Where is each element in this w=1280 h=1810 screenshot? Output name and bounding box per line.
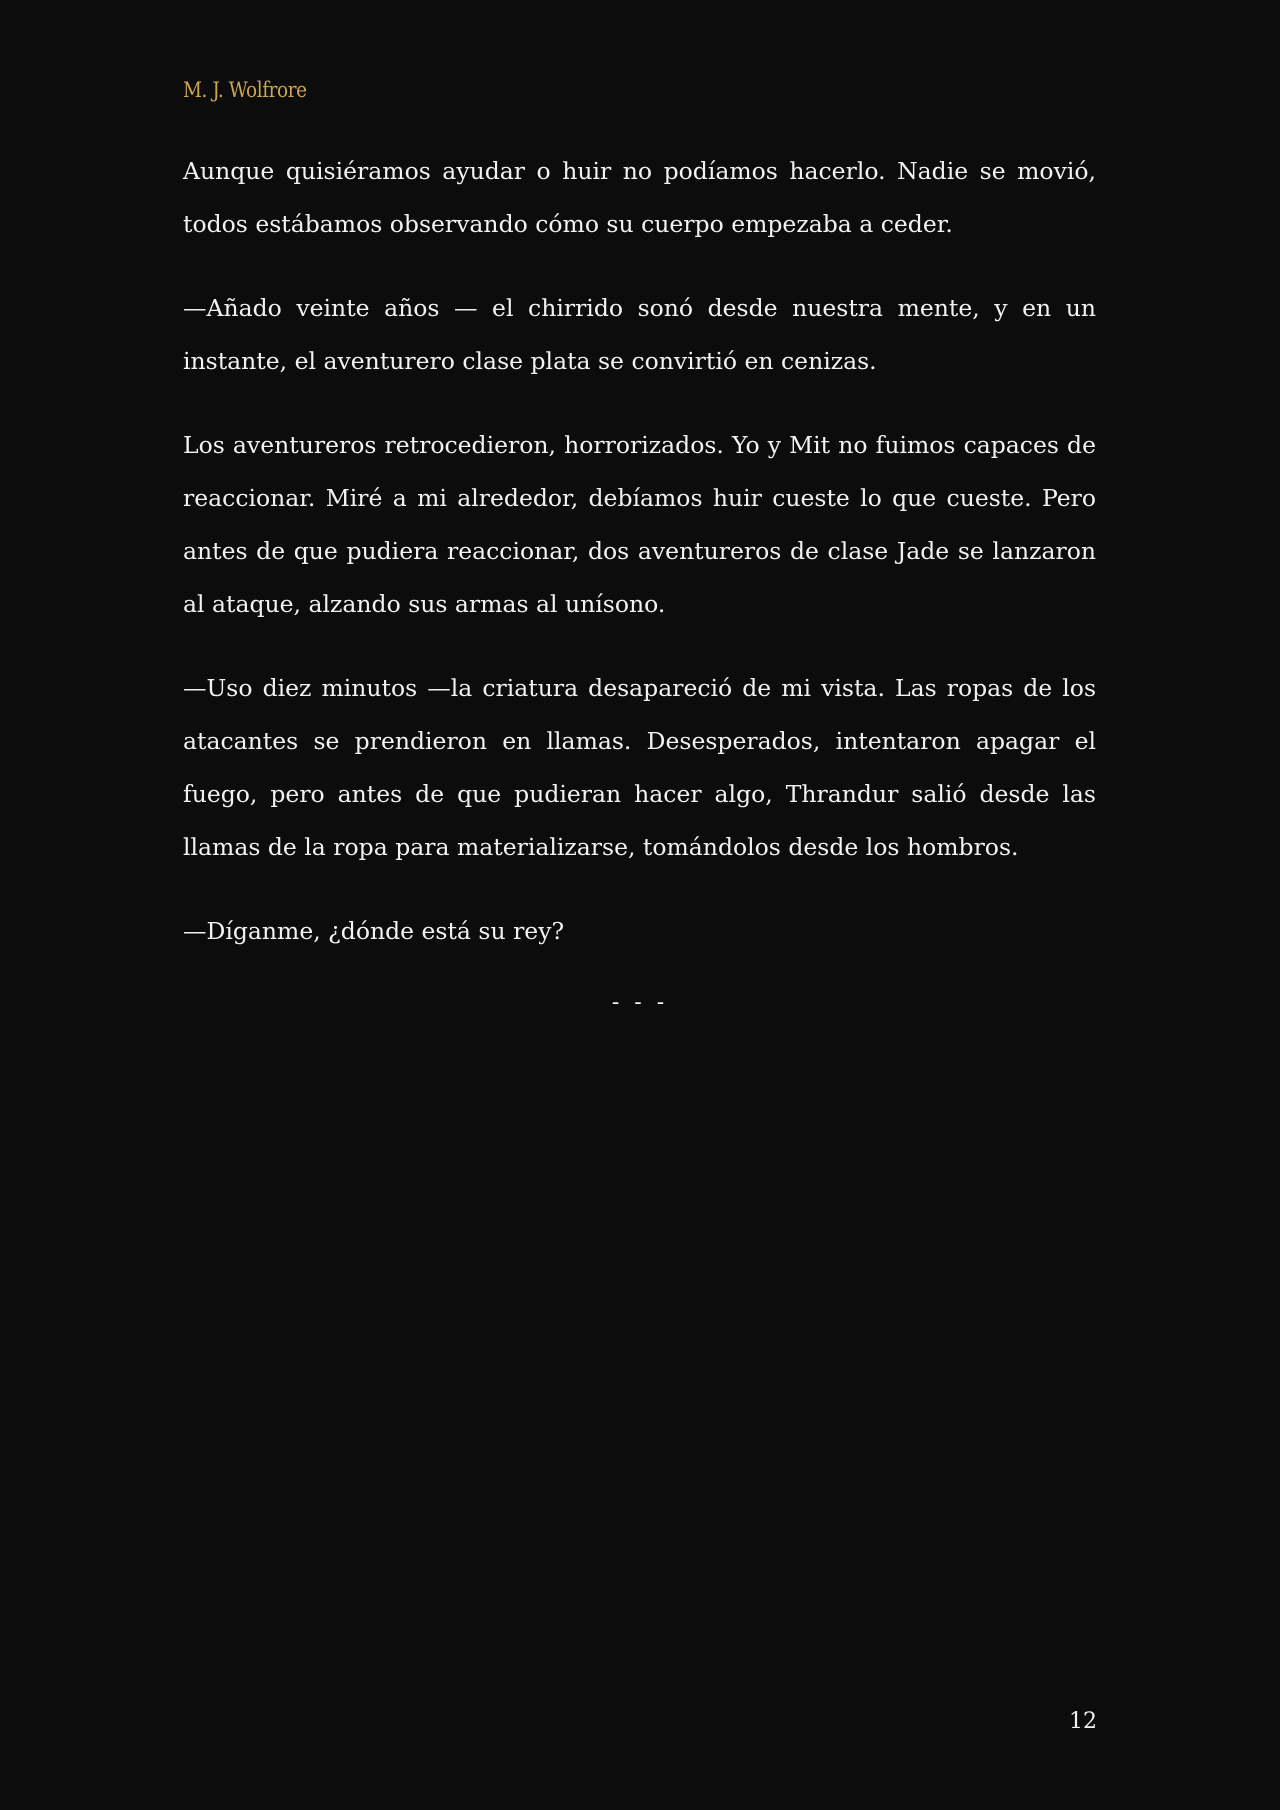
page-body [183,145,1096,989]
running-head-author: M. J. Wolfrore [183,78,307,102]
paragraph-3: Los aventureros retrocedieron, horrorizados. Yo y Mit no fuimos capaces de reaccionar. Miré a mi alrededor, debíamos huir cueste lo que cueste. Pero antes de que pudiera reaccionar, dos aventureros de clase Jade se lanzaron al ataque, alzando sus armas al unísono. [183,431,1096,618]
paragraph-4: —Uso diez minutos —la criatura desapareció de mi vista. Las ropas de los atacantes se prendieron en llamas. Desesperados, intentaron apagar el fuego, pero antes de que pudieran hacer algo, Thrandur salió desde las llamas de la ropa para materializarse, tomándolos desde los hombros. [183,674,1096,861]
paragraph-2: —Añado veinte años — el chirrido sonó desde nuestra mente, y en un instante, el aventurero clase plata se convirtió en cenizas. [183,294,1096,375]
scene-break: - - - [611,990,669,1015]
paragraph-5: —Díganme, ¿dónde está su rey? [183,917,565,945]
paragraph-1: Aunque quisiéramos ayudar o huir no podíamos hacerlo. Nadie se movió, todos estábamos observando cómo su cuerpo empezaba a ceder. [183,157,1096,238]
page-number: 12 [1069,1709,1097,1734]
